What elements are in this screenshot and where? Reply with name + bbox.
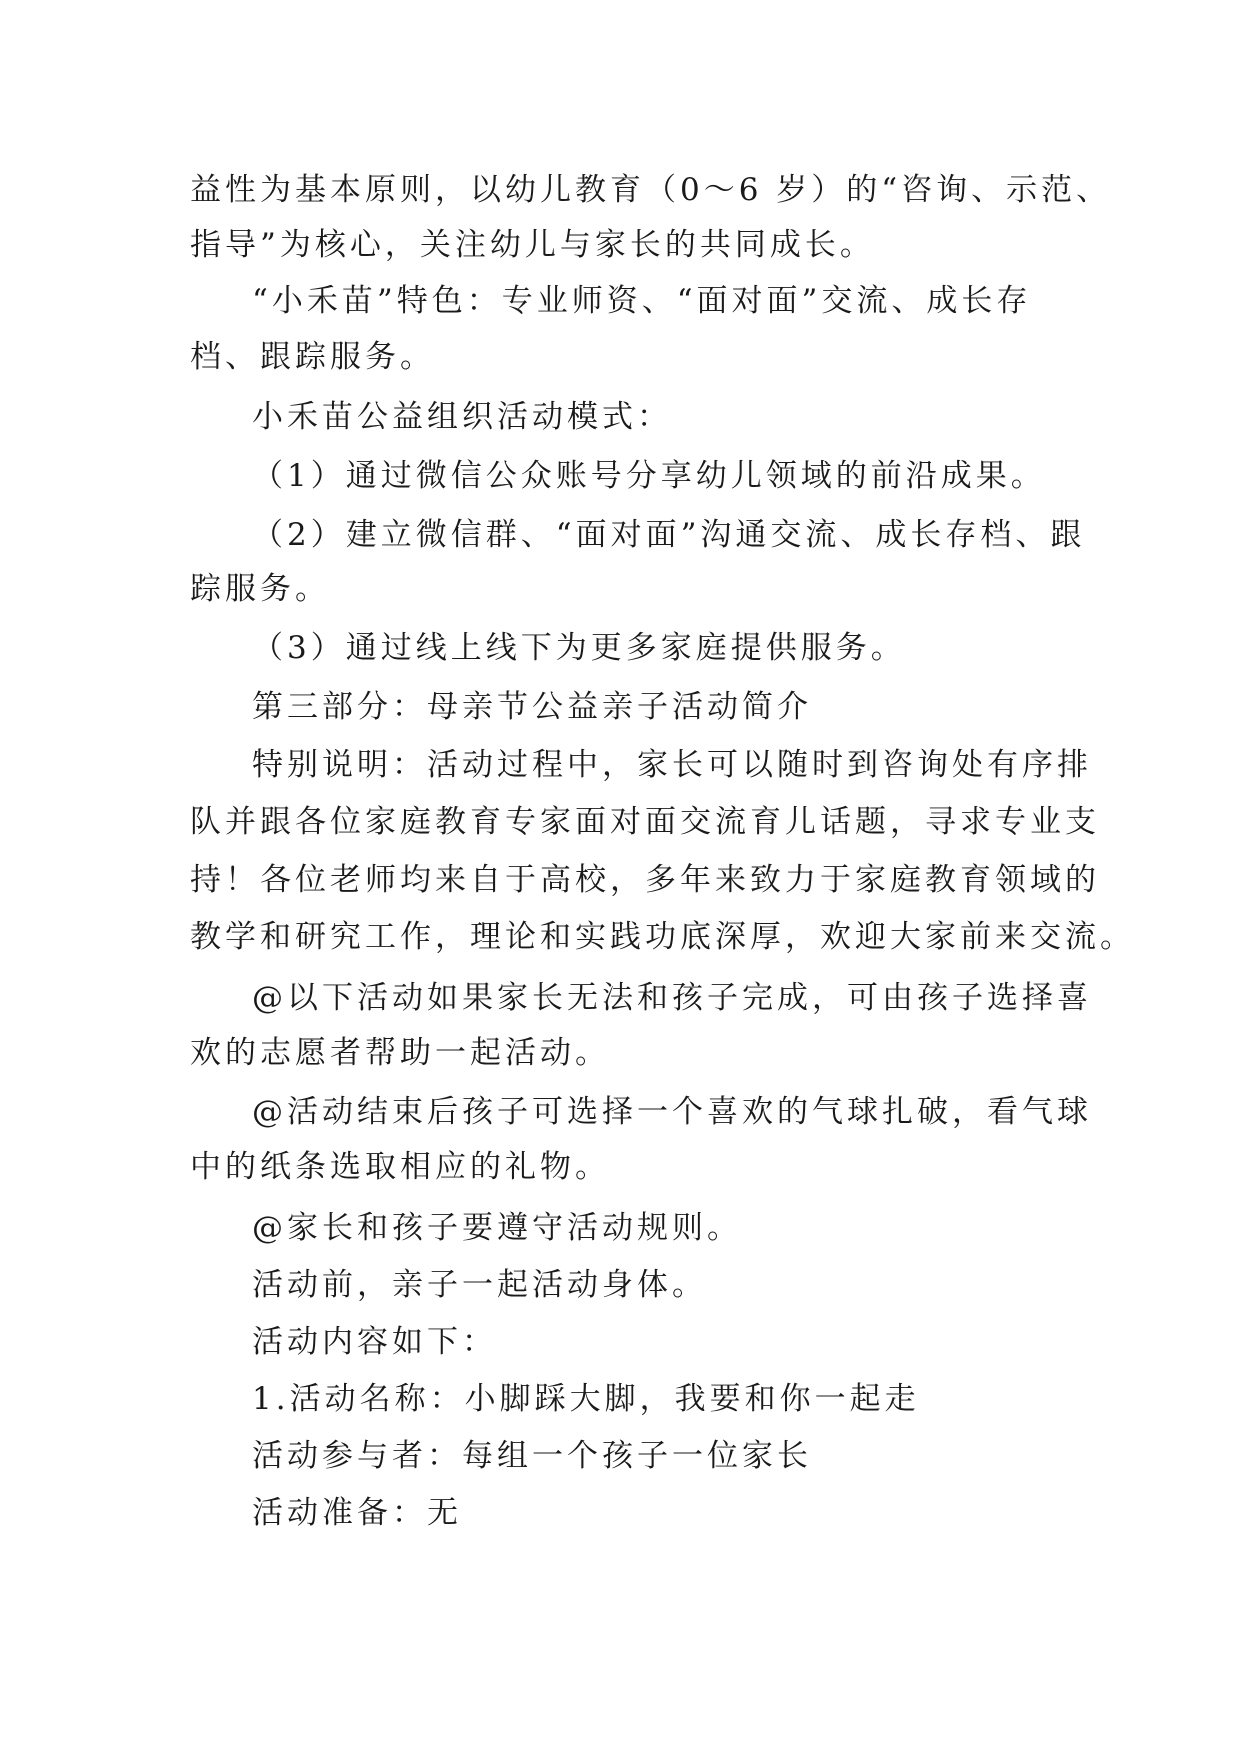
text-line-3: “小禾苗”特色：专业师资、“面对面”交流、成长存 [252,283,1032,319]
text-line-special-note-4: 教学和研究工作，理论和实践功底深厚，欢迎大家前来交流。 [190,919,1135,955]
list-item-2-cont: 踪服务。 [190,571,330,607]
note-volunteer-1: @以下活动如果家长无法和孩子完成，可由孩子选择喜 [252,980,1092,1016]
note-balloon-1: @活动结束后孩子可选择一个喜欢的气球扎破，看气球 [252,1094,1092,1130]
text-line-2: 指导”为核心，关注幼儿与家长的共同成长。 [190,227,875,263]
list-item-3: （3）通过线上线下为更多家庭提供服务。 [252,630,906,666]
note-volunteer-2: 欢的志愿者帮助一起活动。 [190,1035,610,1071]
activity-name: 1.活动名称：小脚踩大脚，我要和你一起走 [252,1381,920,1417]
text-line-special-note-1: 特别说明：活动过程中，家长可以随时到咨询处有序排 [252,747,1092,783]
text-line-1: 益性为基本原则，以幼儿教育（0～6 岁）的“咨询、示范、 [190,172,1112,208]
text-line-special-note-3: 持！各位老师均来自于高校，多年来致力于家庭教育领域的 [190,862,1100,898]
text-line-content-heading: 活动内容如下： [252,1324,497,1360]
list-item-1: （1）通过微信公众账号分享幼儿领域的前沿成果。 [252,458,1046,494]
note-rules: @家长和孩子要遵守活动规则。 [252,1210,742,1246]
activity-preparation: 活动准备：无 [252,1495,462,1531]
text-line-warmup: 活动前，亲子一起活动身体。 [252,1267,707,1303]
text-line-special-note-2: 队并跟各位家庭教育专家面对面交流育儿话题，寻求专业支 [190,804,1100,840]
list-item-2: （2）建立微信群、“面对面”沟通交流、成长存档、跟 [252,517,1086,553]
note-balloon-2: 中的纸条选取相应的礼物。 [190,1149,610,1185]
text-line-4: 档、跟踪服务。 [190,339,435,375]
activity-participants: 活动参与者：每组一个孩子一位家长 [252,1438,812,1474]
section-heading-part-three: 第三部分：母亲节公益亲子活动简介 [252,689,812,725]
section-heading-activity-mode: 小禾苗公益组织活动模式： [252,399,672,435]
